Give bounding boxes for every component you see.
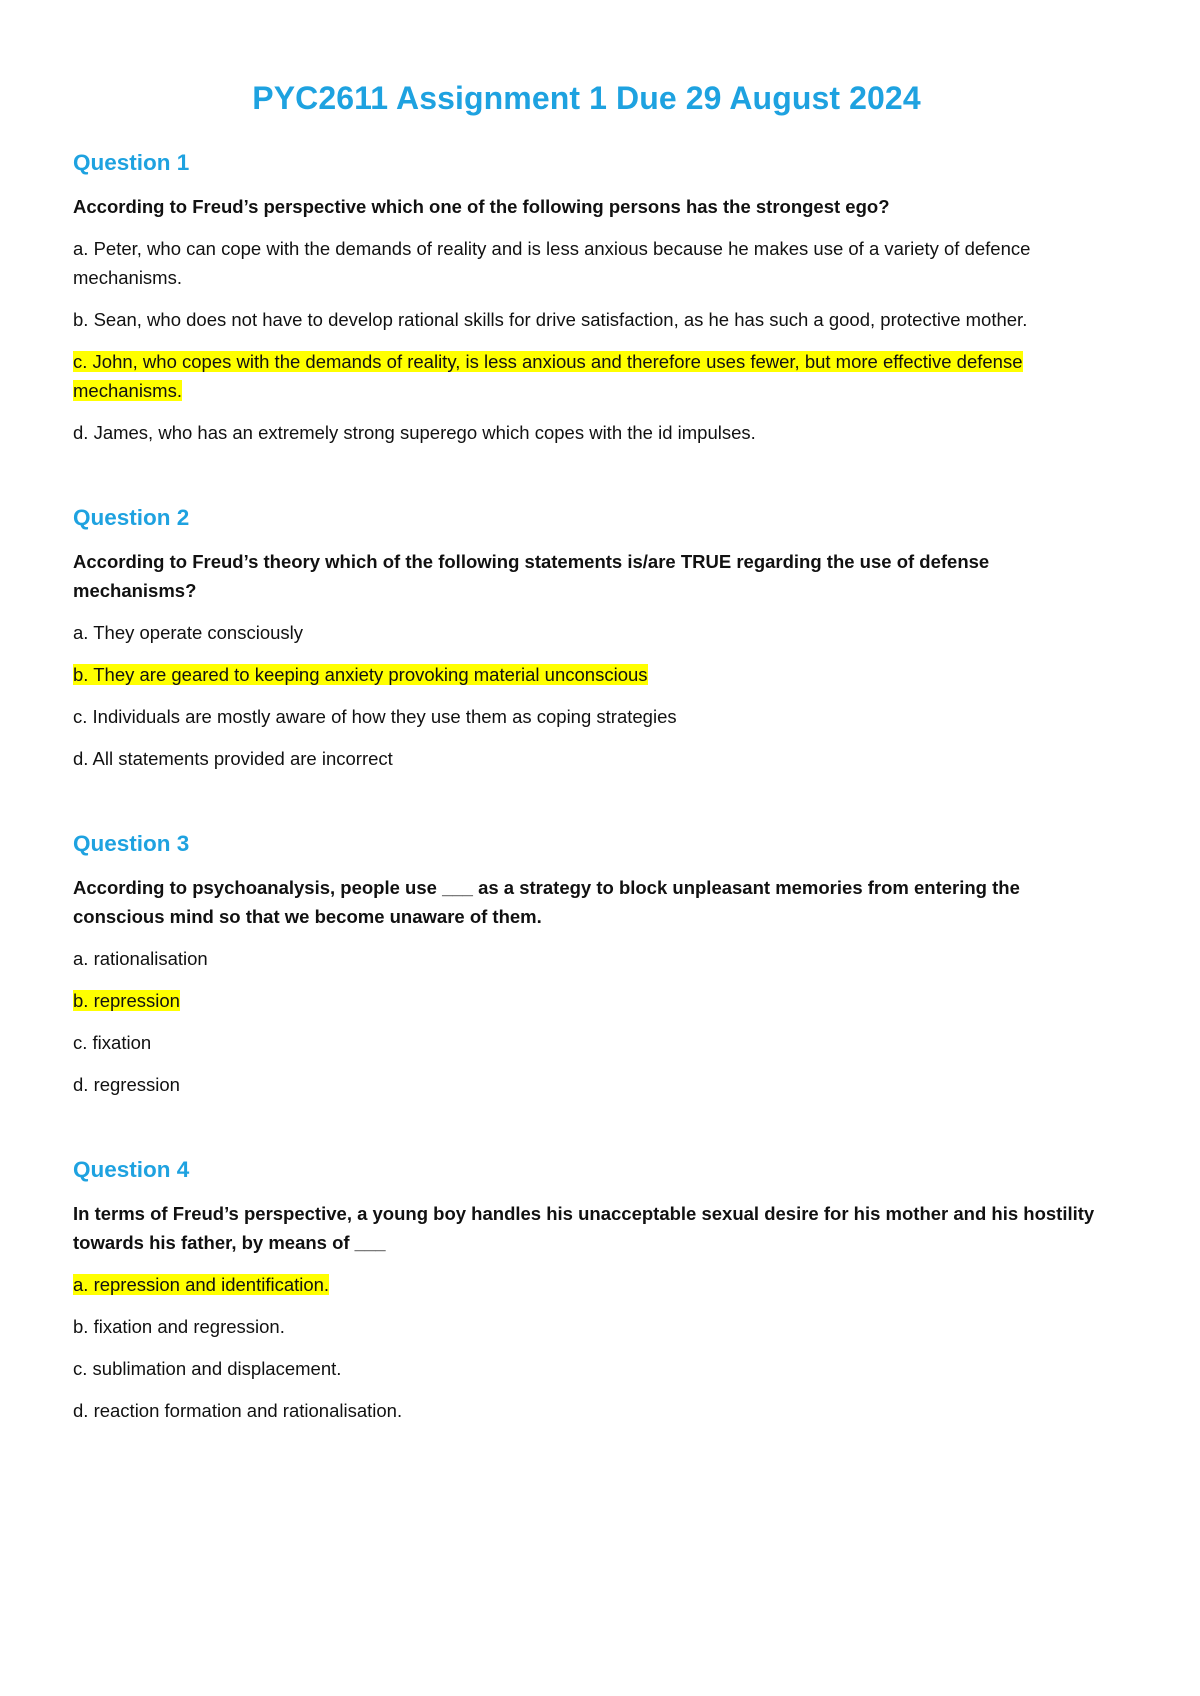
option-text: b. Sean, who does not have to develop rational skills for drive satisfaction, as he has such a good, protective mother. [73, 309, 1028, 330]
option-a [73, 1270, 1100, 1299]
option-c [73, 1354, 1100, 1383]
option-b [73, 305, 1100, 334]
question-stem: According to Freud’s theory which of the following statements is/are TRUE regarding the use of defense mechanisms? [73, 551, 990, 601]
option-text: c. sublimation and displacement. [73, 1358, 342, 1379]
option-b [73, 1312, 1100, 1341]
question-heading: Question 1 [73, 150, 190, 175]
option-d [73, 744, 1100, 773]
option-text: c. Individuals are mostly aware of how they use them as coping strategies [73, 706, 677, 727]
question-heading: Question 4 [73, 1157, 190, 1182]
option-b [73, 986, 1100, 1015]
option-text: d. regression [73, 1074, 180, 1095]
option-b [73, 660, 1100, 689]
question-1 [73, 148, 1100, 447]
option-d [73, 418, 1100, 447]
highlighted-answer: b. repression [73, 990, 180, 1011]
option-a [73, 234, 1100, 292]
option-text: c. fixation [73, 1032, 152, 1053]
option-a [73, 944, 1100, 973]
option-c [73, 1028, 1100, 1057]
question-2 [73, 503, 1100, 773]
highlighted-answer: c. John, who copes with the demands of reality, is less anxious and therefore uses fewer, but more effective defense mechanisms. [73, 351, 1023, 401]
question-stem: According to psychoanalysis, people use ___ as a strategy to block unpleasant memories from entering the conscious mind so that we become unaware of them. [73, 877, 1020, 927]
highlighted-answer: a. repression and identification. [73, 1274, 330, 1295]
question-4 [73, 1155, 1100, 1425]
option-d [73, 1070, 1100, 1099]
option-text: d. All statements provided are incorrect [73, 748, 393, 769]
option-text: b. fixation and regression. [73, 1316, 285, 1337]
option-text: a. rationalisation [73, 948, 208, 969]
document-title: PYC2611 Assignment 1 Due 29 August 2024 [252, 80, 921, 116]
option-d [73, 1396, 1100, 1425]
question-heading: Question 2 [73, 505, 190, 530]
option-c [73, 702, 1100, 731]
option-text: a. Peter, who can cope with the demands of reality and is less anxious because he makes use of a variety of defence mechanisms. [73, 238, 1031, 288]
question-stem: According to Freud’s perspective which one of the following persons has the strongest ego? [73, 196, 890, 217]
option-text: d. James, who has an extremely strong superego which copes with the id impulses. [73, 422, 756, 443]
question-3 [73, 829, 1100, 1099]
option-c [73, 347, 1100, 405]
highlighted-answer: b. They are geared to keeping anxiety provoking material unconscious [73, 664, 648, 685]
question-stem: In terms of Freud’s perspective, a young boy handles his unacceptable sexual desire for his mother and his hostility towards his father, by means of ___ [73, 1203, 1095, 1253]
option-text: d. reaction formation and rationalisation. [73, 1400, 403, 1421]
option-text: a. They operate consciously [73, 622, 304, 643]
option-a [73, 618, 1100, 647]
question-heading: Question 3 [73, 831, 190, 856]
